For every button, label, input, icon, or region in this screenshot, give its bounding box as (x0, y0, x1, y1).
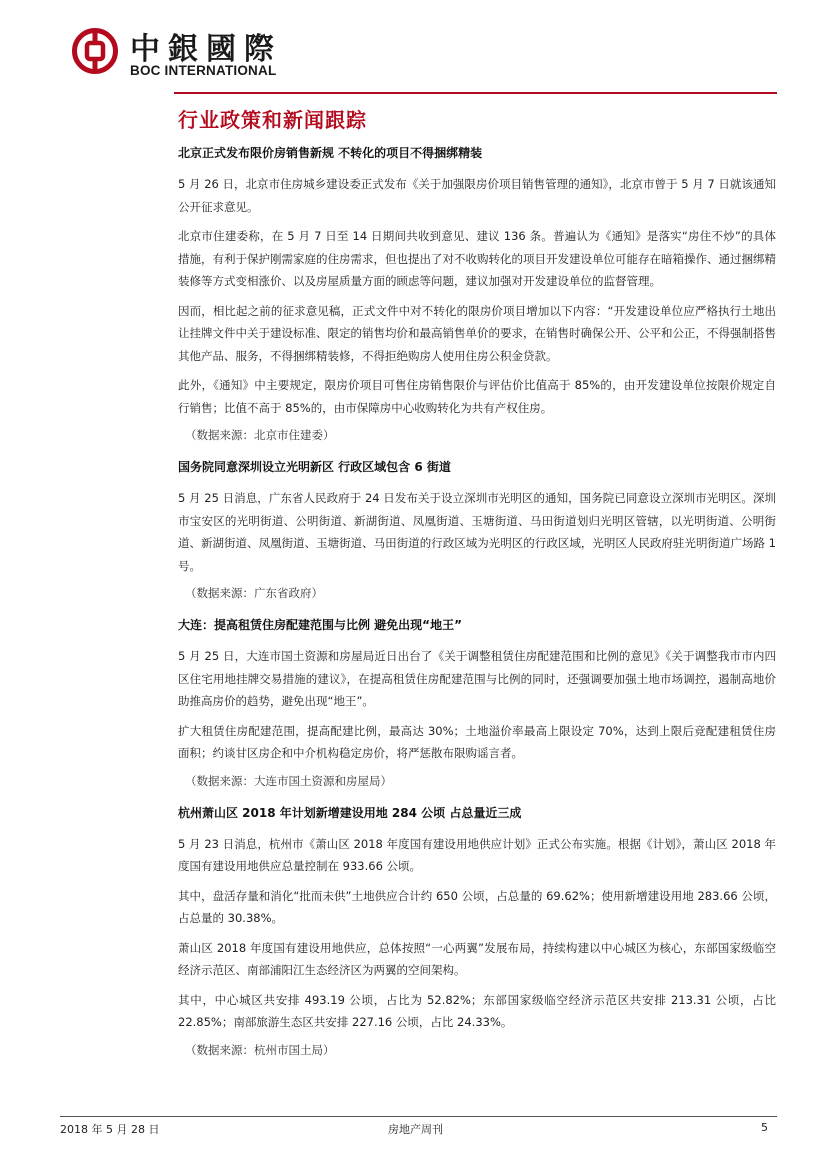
article-paragraph: 其中，中心城区共安排 493.19 公顷，占比为 52.82%；东部国家级临空经济示范区共安排 213.31 公顷，占比 22.85%；南部旅游生态区共安排 227.16 公顷，占比 24.33%。 (178, 992, 776, 1029)
logo-chinese-name: 中銀國際 (130, 32, 282, 67)
article-source: （数据来源：北京市住建委） (185, 428, 335, 442)
article-paragraph: 5 月 25 日，大连市国土资源和房屋局近日出台了《关于调整租赁住房配建范围和比例的意见》《关于调整我市市内四区住宅用地挂牌交易措施的建议》，在提高租赁住房配建范围与比例的同时，还强调要加强土地市场调控，遏制高地价助推高房价的趋势，避免出现“地王”。 (178, 649, 776, 708)
page-number: 5 (761, 1121, 768, 1134)
logo-english-name: BOC INTERNATIONAL (130, 63, 277, 78)
article-paragraph: 因而，相比起之前的征求意见稿，正式文件中对不转化的限房价项目增加以下内容：“开发建设单位应严格执行土地出让挂牌文件中关于建设标准、限定的销售均价和最高销售单价的要求，在销售时确保公开、公平和公正，不得强制搭售其他产品、服务，不得捆绑精装修，不得拒绝购房人使用住房公积金贷款。 (178, 303, 776, 363)
article-headline: 北京正式发布限价房销售新规 不转化的项目不得捆绑精装 (178, 146, 483, 160)
article-dalian (178, 616, 776, 790)
article-shenzhen (178, 458, 776, 602)
header-divider (174, 92, 777, 94)
article-paragraph: 萧山区 2018 年度国有建设用地供应，总体按照“一心两翼”发展布局，持续构建以中心城区为核心，东部国家级临空经济示范区、南部浦阳江生态经济区为两翼的空间架构。 (178, 940, 776, 977)
news-content (178, 144, 776, 1073)
article-paragraph: 北京市住建委称，在 5 月 7 日至 14 日期间共收到意见、建议 136 条。普遍认为《通知》是落实“房住不炒”的具体措施，有利于保护刚需家庭的住房需求，但也提出了对不收购转化的项目开发建设单位可能存在暗箱操作、通过捆绑精装修等方式变相涨价、以及房屋质量方面的顾虑等问题，建议加强对开发建设单位的监督管理。 (178, 229, 776, 288)
boc-logo (72, 28, 307, 80)
article-paragraph: 5 月 23 日消息，杭州市《萧山区 2018 年度国有建设用地供应计划》正式公布实施。根据《计划》，萧山区 2018 年度国有建设用地供应总量控制在 933.66 公顷。 (178, 836, 776, 873)
article-source: （数据来源：大连市国土资源和房屋局） (185, 773, 392, 788)
footer-publication: 房地产周刊 (388, 1123, 443, 1136)
article-paragraph: 5 月 25 日消息，广东省人民政府于 24 日发布关于设立深圳市光明区的通知，国务院已同意设立深圳市光明区。深圳市宝安区的光明街道、公明街道、新湖街道、凤凰街道、玉塘街道、马田街道划归光明区管辖，以光明街道、公明街道、新湖街道、凤凰街道、玉塘街道、马田街道的行政区域为光明区的行政区域，光明区人民政府驻光明街道广场路 1 号。 (178, 491, 776, 573)
article-headline: 大连：提高租赁住房配建范围与比例 避免出现“地王” (178, 618, 462, 632)
footer-date: 2018 年 5 月 28 日 (60, 1123, 160, 1136)
article-source: （数据来源：杭州市国土局） (185, 1042, 335, 1057)
boc-coin-icon (72, 28, 118, 74)
footer-divider (60, 1116, 777, 1117)
article-headline: 杭州萧山区 2018 年计划新增建设用地 284 公顷 占总量近三成 (178, 805, 522, 820)
article-paragraph: 此外，《通知》中主要规定，限房价项目可售住房销售限价与评估价比值高于 85%的，由开发建设单位按限价规定自行销售；比值不高于 85%的，由市保障房中心收购转化为共有产权住房。 (178, 378, 776, 415)
article-headline: 国务院同意深圳设立光明新区 行政区域包含 6 街道 (178, 460, 451, 474)
article-source: （数据来源：广东省政府） (185, 586, 323, 600)
article-beijing (178, 144, 776, 444)
article-hangzhou (178, 804, 776, 1059)
section-title: 行业政策和新闻跟踪 (178, 108, 367, 132)
article-paragraph: 扩大租赁住房配建范围，提高配建比例，最高达 30%；土地溢价率最高上限设定 70%，达到上限后竞配建租赁住房面积；约谈甘区房企和中介机构稳定房价，将严惩散布限购谣言者。 (178, 723, 776, 760)
article-paragraph: 其中，盘活存量和消化“批而未供”土地供应合计约 650 公顷，占总量的 69.62%；使用新增建设用地 283.66 公顷，占总量的 30.38%。 (178, 888, 776, 925)
article-paragraph: 5 月 26 日，北京市住房城乡建设委正式发布《关于加强限房价项目销售管理的通知》，北京市曾于 5 月 7 日就该通知公开征求意见。 (178, 177, 776, 214)
